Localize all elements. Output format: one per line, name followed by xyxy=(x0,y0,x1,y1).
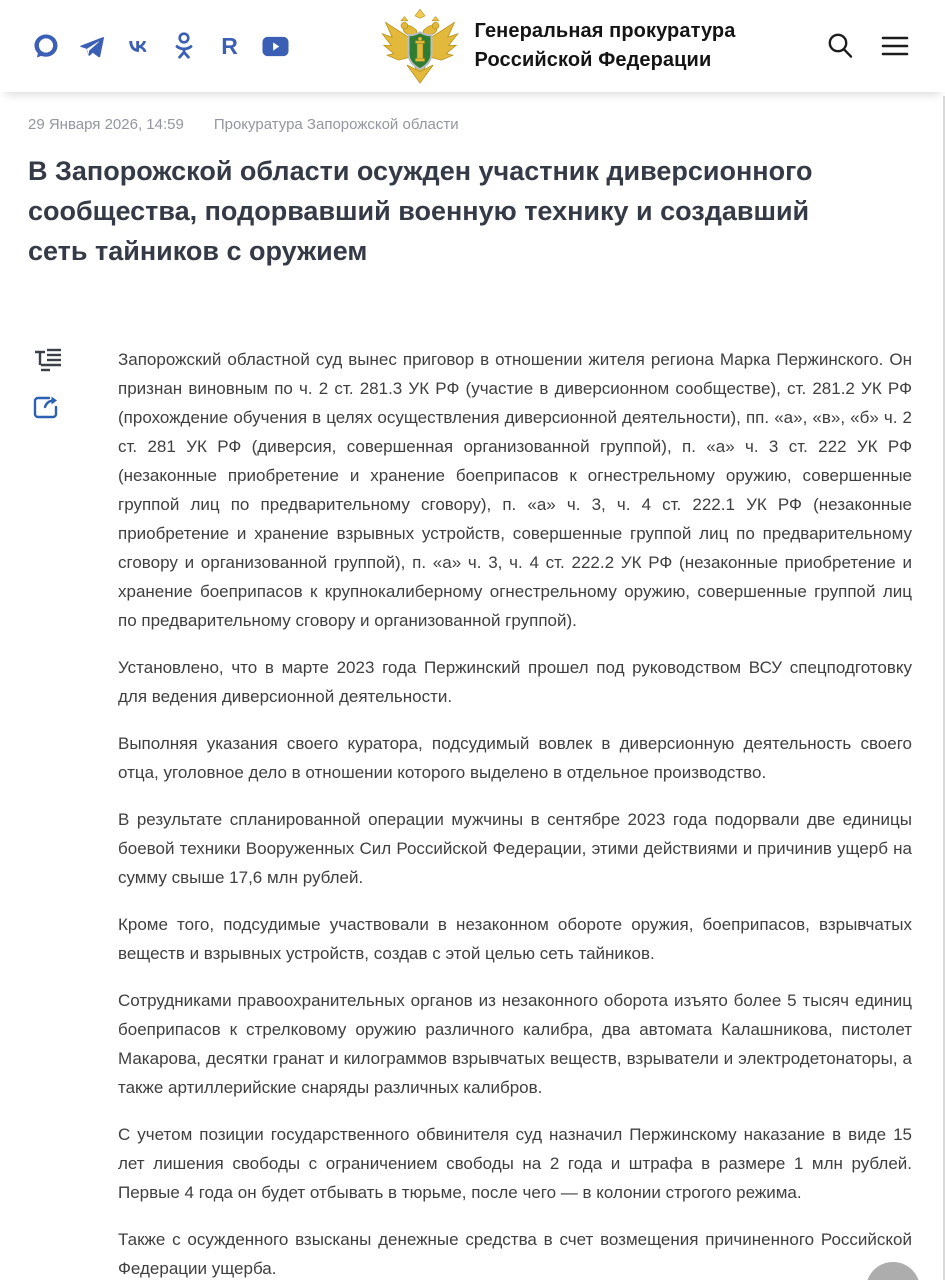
search-icon[interactable] xyxy=(825,31,855,61)
messenger-icon[interactable] xyxy=(32,33,59,60)
telegram-icon[interactable] xyxy=(78,33,105,60)
article-meta xyxy=(28,116,912,133)
article-source-link[interactable]: Прокуратура Запорожской области xyxy=(213,116,459,133)
paragraph: Кроме того, подсудимые участвовали в незаконном обороте оружия, боеприпасов, взрывчатых веществ и взрывных устройств, создав с этой целью сеть тайников. xyxy=(118,915,912,963)
paragraph: Сотрудниками правоохранительных органов из незаконного оборота изъято более 5 тысяч единиц боеприпасов к стрелковому оружию различного калибра, два автомата Калашникова, пистолет Макарова, десятки гранат и килограммов взрывчатых веществ, взрыватели и электродетонаторы, а также артиллерийские снаряды различных калибров. xyxy=(118,991,912,1097)
youtube-icon[interactable] xyxy=(262,33,289,60)
article-title: В Запорожской области осужден участник диверсионного сообщества, подорвавший военную технику и создавший сеть тайников с оружием xyxy=(28,156,813,266)
header-actions xyxy=(825,31,909,61)
article-page xyxy=(0,92,945,1280)
share-icon[interactable] xyxy=(31,393,63,425)
paragraph: Запорожский областной суд вынес приговор в отношении жителя региона Марка Пержинского. Он признан виновным по ч. 2 ст. 281.3 УК РФ (участие в диверсионном сообществе), ст. 281.2 УК РФ (прохождение обучения в целях осуществления диверсионной деятельности), пп. «а», «в», «б» ч. 2 ст. 281 УК РФ (диверсия, совершенная организованной группой), п. «а» ч. 3 ст. 222 УК РФ (незаконные приобретение и хранение боеприпасов к огнестрельному оружию, совершенные группой лиц по предварительному сговору), п. «а» ч. 3, ч. 4 ст. 222.1 УК РФ (незаконные приобретение и хранение взрывных устройств, совершенные группой лиц по предварительному сговору и организованной группой), п. «а» ч. 3, ч. 4 ст. 222.2 УК РФ (незаконные приобретение и хранение боеприпасов к крупнокалиберному огнестрельному оружию, совершенные группой лиц по предварительному сговору и организованной группой). xyxy=(118,350,912,630)
rutube-icon[interactable] xyxy=(216,33,243,60)
paragraph: Выполняя указания своего куратора, подсудимый вовлек в диверсионную деятельность своего отца, уголовное дело в отношении которого выделено в отдельное производство. xyxy=(118,734,912,782)
rutube-letter: R xyxy=(221,32,238,59)
social-links xyxy=(32,33,289,60)
paragraph: С учетом позиции государственного обвинителя суд назначил Пержинскому наказание в виде 15 лет лишения свободы с ограничением свободы на 2 года и штрафа в размере 1 млн рублей. Первые 4 года он будет отбывать в тюрьме, после чего — в колонии строгого режима. xyxy=(118,1125,912,1202)
article-body xyxy=(28,345,912,1280)
text-settings-icon[interactable] xyxy=(31,345,63,377)
menu-icon[interactable] xyxy=(881,35,909,57)
paragraph: Также с осужденного взысканы денежные средства в счет возмещения причиненного Российской Федерации ущерба. xyxy=(118,1230,912,1278)
paragraph: Установлено, что в марте 2023 года Пержинский прошел под руководством ВСУ спецподготовку для ведения диверсионной деятельности. xyxy=(118,658,912,706)
prosecutor-emblem-icon xyxy=(379,5,461,89)
article-tools xyxy=(28,345,118,1280)
brand-title-line1: Генеральная прокуратура xyxy=(474,20,736,42)
brand-title xyxy=(475,17,736,75)
brand-title-line2: Российской Федерации xyxy=(474,49,712,71)
article-text xyxy=(118,345,912,1280)
brand-home-link[interactable] xyxy=(379,3,736,89)
paragraph: В результате спланированной операции мужчины в сентябре 2023 года подорвали две единицы боевой техники Вооруженных Сил Российской Федерации, этими действиями и причинив ущерб на сумму свыше 17,6 млн рублей. xyxy=(118,810,912,887)
site-header xyxy=(0,0,945,92)
article-date: 29 Января 2026, 14:59 xyxy=(28,116,184,133)
odnoklassniki-icon[interactable] xyxy=(170,33,197,60)
vk-icon[interactable] xyxy=(124,33,151,60)
